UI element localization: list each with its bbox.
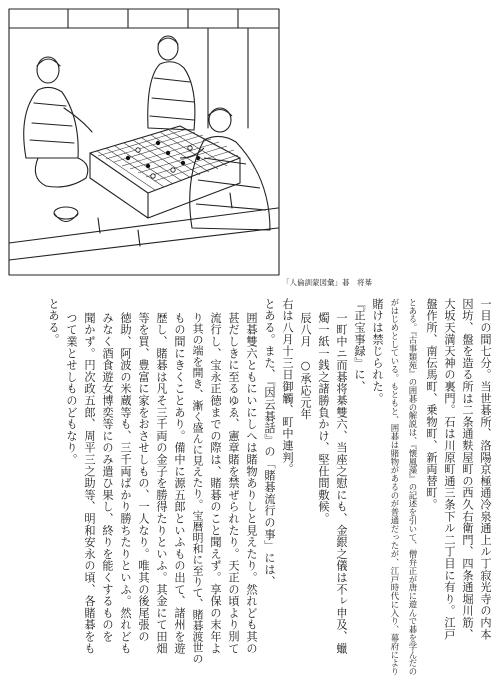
figure-caption: 「人倫訓蒙図彙」碁 将棊 [282, 278, 372, 287]
go-players-illustration [8, 8, 280, 276]
text-column: 燭一紙一銭之諸勝負かけ、堅仕間敷候。 [317, 312, 330, 525]
text-column: 賭けは禁じられた。 [371, 298, 384, 405]
text-column: 『正宝事録』に、 [353, 298, 366, 393]
text-column: とある。また、『因云碁話』の「賭碁流行の事」には、 [263, 298, 276, 588]
text-column: とある。『古事類苑』の囲碁の解説は、『懐風藻』の記述を引いて、僧弁正が唐に遊んで碁を学んだの [408, 298, 418, 676]
text-column: 流行し、宝永正徳までの際は、賭碁のこと聞えず。享保の末年よ [209, 312, 222, 655]
text-column: もの間にきくことあり。備中に源五郎といふもの出て、諸州を遊 [173, 312, 186, 655]
text-column: 徳助、阿波の米蔵等も、三千両ばかり勝ちたりといふ。然れども [119, 312, 132, 655]
text-column: 辰八月 ○承応元年 [299, 312, 312, 420]
text-column: 歴し、賭碁は凡そ三千両の金子を勝得たりといふ。其金にて田畑 [155, 312, 168, 655]
text-column: 囲碁雙六ともにいにしへは賭物ありしと見えたり。然れども其の [245, 312, 258, 655]
text-column: つて業とせしものどもなり。 [65, 312, 78, 466]
text-column: 甚だしきに至るゆゑ、憲章賭を禁ぜられたり。天正の頃より別て [227, 312, 240, 655]
text-column: 盤作所、南伝馬町、乗物町、新両替町。 [425, 298, 438, 511]
text-column: 右は八月十三日御觸、町中連判。 [281, 298, 294, 475]
text-column: り其の端を開き、漸く盛んに見えたり。宝暦明和に至りて、賭碁渡世の [191, 312, 204, 664]
text-column: がはじめとしている。もともと、囲碁は賭物があるのが普通だったが、江戸時代に入り、幕府により [390, 298, 400, 676]
text-column: 因坊、盤を造る所は二条通麩屋町の西久右衛門、四条通堀川筋、 [461, 298, 474, 641]
text-column: 等を買、豊富に家をおさせしもの、一人なり。唯其の後尾張の [137, 312, 150, 643]
text-column: とある。 [47, 298, 60, 346]
text-column: 聞かず。円次政五郎、周平三之助等、明和安永の頃、各賭碁をも [83, 312, 96, 655]
text-column: みなく酒食遊女博奕等にのみ遣ひ果し、終りを能くするものを [101, 312, 114, 643]
text-column: 一目の間七分。当世碁所、洛陽京極通冷泉通上ル丁寂光寺の内本 [479, 298, 492, 641]
text-column: 大坂天満天神の裏門。石は川原町通三条下ル二丁目に有り。江戸 [443, 298, 456, 641]
text-column: 一町中ニ而碁将棊雙六、当座之慰にも、金銀之儀は不ㇾ申及、蠟 [335, 312, 348, 655]
